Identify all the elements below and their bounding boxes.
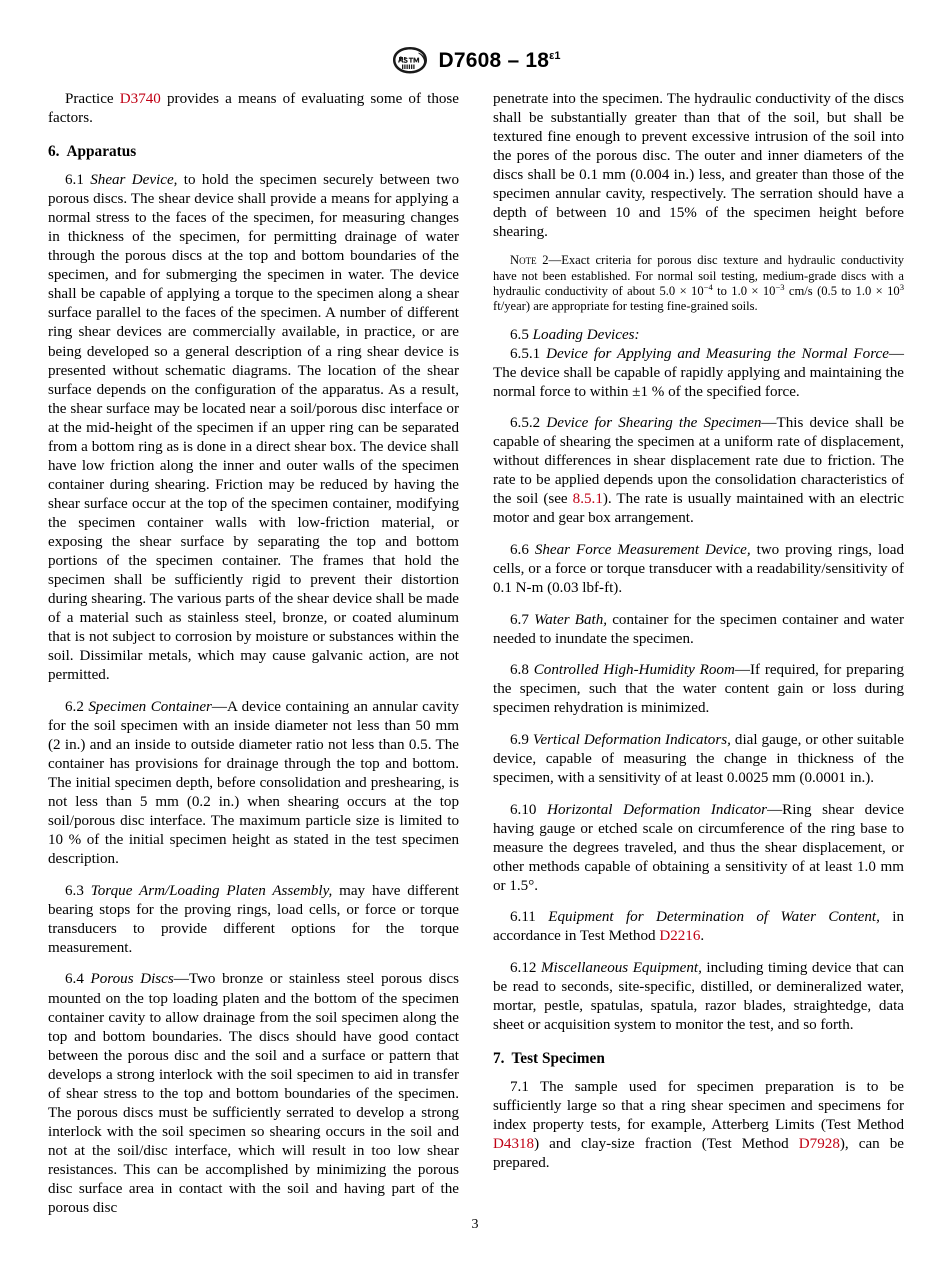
paragraph-6-1-lead: Shear Device, xyxy=(90,172,178,189)
paragraph-6-12 xyxy=(493,959,904,1035)
paragraph-6-2-text: —A device containing an annular cavity for the soil specimen with an inside diameter not less than 50 mm (2 in.) and an inside to outside diameter ratio not less than 0.5. The container has provisions for drainage through the top and bottom. The initial specimen depth, before consolidation and preshearing, is not less than 5 mm (0.2 in.) when shearing occurs at the top soil/porous disc interface. The maximum particle size is limited to 10 % of the initial specimen height as stated in the test specimen description. xyxy=(48,698,460,868)
paragraph-6-5-2-number: 6.5.2 xyxy=(510,415,541,432)
paragraph-7-1 xyxy=(493,1078,904,1173)
paragraph-6-3-number: 6.3 xyxy=(65,882,84,899)
paragraph-6-10-lead: Horizontal Deformation Indicator xyxy=(547,801,768,818)
left-column xyxy=(48,90,459,1218)
astm-logo xyxy=(390,46,430,76)
paragraph-6-2-lead: Specimen Container xyxy=(88,698,212,715)
paragraph-6-11 xyxy=(493,908,904,946)
paragraph-6-5-1-text: —The device shall be capable of rapidly applying and maintaining the normal force to within ±1 % of the specified force. xyxy=(493,345,905,400)
paragraph-6-11-text-after: . xyxy=(700,928,705,945)
paragraph-6-5 xyxy=(493,326,904,345)
paragraph-6-10-number: 6.10 xyxy=(510,801,537,818)
note-sup3: 3 xyxy=(899,281,904,292)
paragraph-7-1-text-between: ) and clay-size fraction (Test Method xyxy=(534,1136,799,1153)
note-part1: —Exact criteria for porous disc texture and hydraulic conductivity have not been established. For normal soil testing, medium-grade discs with a hydraulic conductivity of about 5.0 × 10 xyxy=(493,253,904,298)
paragraph-6-6-text: two proving rings, load cells, or a force or torque transducer with a readability/sensitivity of 0.1 N-m (0.03 lbf-ft). xyxy=(493,542,904,597)
paragraph-6-11-number: 6.11 xyxy=(510,909,536,926)
note-sup2: −3 xyxy=(775,281,785,292)
paragraph-6-7-text: container for the specimen container and water needed to inundate the specimen. xyxy=(493,611,904,647)
paragraph-6-3 xyxy=(48,882,459,958)
link-8-5-1[interactable]: 8.5.1 xyxy=(572,491,603,508)
paragraph-6-5-number: 6.5 xyxy=(510,326,529,343)
paragraph-6-2-number: 6.2 xyxy=(65,698,84,715)
note-label: Note xyxy=(510,253,537,268)
paragraph-6-8-text: —If required, for preparing the specimen, such that the water content gain or loss during specimen rehydration is minimized. xyxy=(493,662,904,717)
paragraph-6-9-number: 6.9 xyxy=(510,731,529,748)
standard-designation xyxy=(439,49,561,73)
paragraph-6-12-number: 6.12 xyxy=(510,959,537,976)
paragraph-intro xyxy=(48,90,459,128)
intro-text-before: Practice xyxy=(65,91,120,107)
section-7-number: 7. xyxy=(493,1050,505,1068)
note-sup1: −4 xyxy=(703,281,713,292)
section-6-title: Apparatus xyxy=(66,143,137,161)
paragraph-6-9 xyxy=(493,731,904,788)
note-part4: ft/year) are appropriate for testing fine-grained soils. xyxy=(493,299,758,314)
paragraph-6-4-text: —Two bronze or stainless steel porous discs mounted on the top loading platen and the bottom of the specimen container cavity to allow drainage from the soil specimen along the top and bottom boundaries. The discs should have good contact between the porous disc and the soil and a surface or pattern that develops a strong interlock with the soil specimen to aid in transfer of shear stress to the top and bottom boundaries of the specimen. The porous discs must be sufficiently serrated to develop a strong interlock with the soil specimen so shearing occurs in the soil and not at the soil/disc interface, which will result in too low shear resistances. This can be accomplished by minimizing the porous disc surface area in contact with the soil and having part of the porous disc xyxy=(48,971,459,1217)
paragraph-6-1-text: to hold the specimen securely between two porous discs. The shear device shall provide a means for applying a normal stress to the faces of the specimen, for measuring changes in thickness of the specimen, for permitting drainage of water through the porous discs at the top and bottom boundaries of the specimen, and for submerging the specimen in water. The device shall be capable of applying a torque to the specimen along a shear surface parallel to the faces of the specimen. A number of different ring shear devices are commercially available, in practice, or are being developed so a general description of a ring shear device is presented without schematic diagrams. The location of the shear surface depends on the configuration of the apparatus. As a result, the shear surface may be located near a soil/porous disc interface or at the mid-height of the specimen if an upper ring can be separated from a bottom ring as is done in a direct shear box. The device shall have low friction along the inner and outer walls of the specimen container during shearing. Friction may be reduced by having the shear surface occur at the top of the specimen container, modifying the specimen container walls with low-friction material, or exposing the shear surface by separating the top and bottom portions of the specimen container. The frames that hold the specimen shall be sufficiently rigid to prevent their distortion during shearing. The various parts of the shear device shall be made of a material such as stainless steel, bronze, or coated aluminum that is not subject to corrosion by moisture or substances within the soil. Dissimilar metals, which may cause galvanic action, are not permitted. xyxy=(48,172,460,684)
paragraph-6-5-2-text-after: ). The rate is usually maintained with an electric motor and gear box arrangement. xyxy=(493,491,904,527)
paragraph-6-5-1 xyxy=(493,345,904,402)
body-columns xyxy=(48,90,904,1218)
page-number: 3 xyxy=(471,1217,479,1232)
paragraph-6-12-lead: Miscellaneous Equipment, xyxy=(540,959,702,976)
paragraph-6-1 xyxy=(48,171,459,685)
link-d4318[interactable]: D4318 xyxy=(493,1136,535,1153)
link-d7928[interactable]: D7928 xyxy=(798,1136,840,1153)
paragraph-6-3-text: may have different bearing stops for the proving rings, load cells, or force or torque transducers to provide different options for the torque measurement. xyxy=(48,882,459,956)
paragraph-6-5-2 xyxy=(493,414,904,528)
designation-text: D7608 – 18 xyxy=(438,49,550,72)
note-number: 2 xyxy=(536,253,549,268)
paragraph-6-2 xyxy=(48,698,459,869)
paragraph-6-11-text-before: in accordance in Test Method xyxy=(493,909,904,945)
intro-text-after: provides a means of evaluating some of those factors. xyxy=(48,91,459,127)
right-column xyxy=(493,90,904,1218)
paragraph-6-4-number: 6.4 xyxy=(65,971,84,988)
paragraph-6-7 xyxy=(493,611,904,649)
paragraph-6-6 xyxy=(493,541,904,598)
paragraph-6-5-2-text-before: —This device shall be capable of shearing the specimen at a uniform rate of displacement, without differences in shear displacement rate due to friction. The rate to be applied depends upon the consolidation characteristics of the soil (see xyxy=(493,415,905,508)
paragraph-6-10-text: —Ring shear device having gauge or etched scale on circumference of the ring base to measure the degrees traveled, and thus the shear displacement, or other methods capable of obtaining a sensitivity of at least 1.0 mm or 1.5°. xyxy=(493,801,905,894)
paragraph-6-3-lead: Torque Arm/Loading Platen Assembly, xyxy=(90,882,333,899)
paragraph-6-5-lead: Loading Devices: xyxy=(532,326,640,343)
paragraph-6-4-lead: Porous Discs xyxy=(90,971,174,988)
paragraph-6-8-lead: Controlled High-Humidity Room xyxy=(533,662,735,679)
paragraph-6-5-1-lead: Device for Applying and Measuring the Normal Force xyxy=(546,345,889,362)
note-2 xyxy=(493,253,904,314)
link-d2216[interactable]: D2216 xyxy=(659,928,701,945)
section-6-number: 6. xyxy=(48,143,60,161)
paragraph-6-7-lead: Water Bath, xyxy=(534,611,608,628)
paragraph-6-4 xyxy=(48,970,459,1218)
paragraph-6-1-number: 6.1 xyxy=(65,172,84,189)
note-part3: cm/s (0.5 to 1.0 × 10 xyxy=(784,283,900,298)
section-7-title: Test Specimen xyxy=(511,1050,605,1068)
paragraph-7-1-text-after: ), can be prepared. xyxy=(493,1136,904,1172)
note-part2: to 1.0 × 10 xyxy=(712,283,776,298)
paragraph-6-5-1-number: 6.5.1 xyxy=(510,345,541,362)
paragraph-6-9-text: dial gauge, or other suitable device, capable of measuring the change in thickness of the specimen, with a sensitivity of at least 0.0025 mm (0.0001 in.). xyxy=(493,731,904,786)
section-heading-7 xyxy=(493,1049,904,1068)
paragraph-7-1-text-before: The sample used for specimen preparation is to be sufficiently large so that a ring shear specimen and specimens for index property tests, for example, Atterberg Limits (Test Method xyxy=(493,1079,904,1134)
revision-superscript: ε1 xyxy=(549,50,561,62)
paragraph-6-6-lead: Shear Force Measurement Device, xyxy=(534,542,751,559)
paragraph-6-11-lead: Equipment for Determination of Water Content, xyxy=(548,909,880,926)
link-d3740[interactable]: D3740 xyxy=(119,91,161,107)
paragraph-6-8 xyxy=(493,661,904,718)
paragraph-6-6-number: 6.6 xyxy=(510,542,529,559)
page-running-head xyxy=(0,40,950,82)
paragraph-6-9-lead: Vertical Deformation Indicators, xyxy=(532,731,731,748)
paragraph-6-8-number: 6.8 xyxy=(510,662,529,679)
paragraph-6-7-number: 6.7 xyxy=(510,611,529,628)
paragraph-6-12-text: including timing device that can be read to seconds, site-specific, distilled, or demineralized water, mortar, pestle, spatulas, spatula, razor blades, straightedge, data sheet or acquisition system to monitor the test, and so forth. xyxy=(493,959,904,1034)
paragraph-6-10 xyxy=(493,801,904,896)
paragraph-7-1-number: 7.1 xyxy=(510,1079,529,1096)
section-heading-6 xyxy=(48,142,459,161)
paragraph-6-5-2-lead: Device for Shearing the Specimen xyxy=(546,415,762,432)
paragraph-6-4-continued: penetrate into the specimen. The hydraulic conductivity of the discs shall be substantially greater than that of the soil, but shall be textured fine enough to prevent excessive intrusion of the soil into the pores of the porous disc. The outer and inner diameters of the discs shall be 0.1 mm (0.004 in.) less, and greater than those of the specimen annular cavity, respectively. The serration should have a depth of between 10 and 15% of the specimen height before shearing. xyxy=(493,91,904,241)
